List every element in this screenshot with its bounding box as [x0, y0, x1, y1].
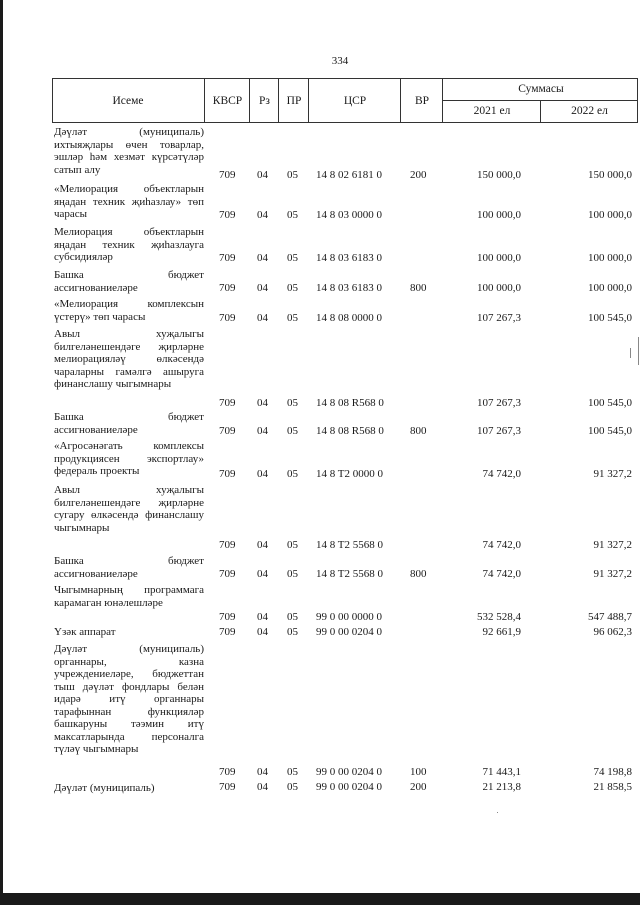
table-row-vr: 200 — [410, 781, 427, 793]
table-row-name: Дәүләт (муниципаль) — [54, 782, 155, 794]
table-row-csr: 14 8 T2 5568 0 — [316, 568, 384, 580]
col-kvsr-header: КВСР — [204, 78, 250, 123]
table-row-sum-2021: 74 742,0 — [482, 539, 521, 551]
table-row-kvsr: 709 — [219, 252, 236, 264]
table-row-name: Үзәк аппарат — [54, 626, 116, 638]
table-row-pr: 05 — [287, 539, 298, 551]
table-row-csr: 14 8 08 0000 0 — [316, 312, 382, 324]
table-row-sum-2022: 100 545,0 — [588, 397, 632, 409]
table-row-pr: 05 — [287, 766, 298, 778]
scan-speck — [497, 812, 498, 813]
table-row-sum-2021: 100 000,0 — [477, 252, 521, 264]
table-row-csr: 99 0 00 0204 0 — [316, 781, 382, 793]
table-row-vr: 800 — [410, 282, 427, 294]
col-rz-header: Рз — [249, 78, 279, 123]
table-row-sum-2021: 21 213,8 — [482, 781, 521, 793]
table-row-sum-2021: 100 000,0 — [477, 282, 521, 294]
table-row-sum-2022: 100 000,0 — [588, 282, 632, 294]
table-row-kvsr: 709 — [219, 468, 236, 480]
table-row-name: Мелиорация объектларын яңадан техник җиһазлауга субсидияләр — [54, 226, 204, 263]
table-row-vr: 100 — [410, 766, 427, 778]
table-row-name: Башка бюджет ассигнованиеләре — [54, 411, 204, 436]
table-row-csr: 14 8 08 R568 0 — [316, 425, 384, 437]
table-header — [52, 78, 638, 123]
table-row-sum-2022: 91 327,2 — [593, 468, 632, 480]
table-row-pr: 05 — [287, 468, 298, 480]
table-row-pr: 05 — [287, 252, 298, 264]
table-row-sum-2021: 150 000,0 — [477, 169, 521, 181]
table-row-kvsr: 709 — [219, 611, 236, 623]
table-row-pr: 05 — [287, 611, 298, 623]
col-csr-header: ЦСР — [308, 78, 401, 123]
col-sums-header: Суммасы — [442, 78, 639, 100]
scan-left-edge — [0, 0, 3, 905]
table-row-vr: 200 — [410, 169, 427, 181]
table-row-name: Башка бюджет ассигнованиеләре — [54, 555, 204, 580]
table-row-sum-2022: 21 858,5 — [593, 781, 632, 793]
table-row-rz: 04 — [257, 397, 268, 409]
table-row-name: Дәүләт (муниципаль) органнары, казна учреждениеләре, бюджеттан тыш дәүләт фондлары белән идарә итү органнары тарафыннан функцияләр башкаруны тәэмин итү максатларында персоналга түләү чыгымнары — [54, 643, 204, 755]
table-row-pr: 05 — [287, 626, 298, 638]
table-row-name: «Мелиорация комплексын үстерү» төп чарасы — [54, 298, 204, 323]
table-row-rz: 04 — [257, 781, 268, 793]
table-row-pr: 05 — [287, 425, 298, 437]
table-row-csr: 14 8 02 6181 0 — [316, 169, 382, 181]
table-row-name: Авыл хуҗалыгы билгеләнешендәге җирләрне мелиорацияләү өлкәсендә чараларны гамәлгә ашыруга финанслашу чыгымнары — [54, 328, 204, 390]
table-row-name: «Агросәнәгать комплексы продукциясен экспортлау» федераль проекты — [54, 440, 204, 477]
table-row-pr: 05 — [287, 209, 298, 221]
table-row-kvsr: 709 — [219, 312, 236, 324]
table-row-sum-2021: 74 742,0 — [482, 568, 521, 580]
table-row-sum-2022: 100 545,0 — [588, 425, 632, 437]
table-row-kvsr: 709 — [219, 766, 236, 778]
table-row-csr: 99 0 00 0000 0 — [316, 611, 382, 623]
table-row-pr: 05 — [287, 781, 298, 793]
table-row-sum-2021: 92 661,9 — [482, 626, 521, 638]
table-row-name: Дәүләт (муниципаль) ихтыяҗлары өчен товарлар, эшләр һәм хезмәт күрсәтүләр сатып алу — [54, 126, 204, 176]
table-row-csr: 14 8 03 6183 0 — [316, 252, 382, 264]
table-row-csr: 14 8 T2 5568 0 — [316, 539, 384, 551]
table-row-sum-2021: 74 742,0 — [482, 468, 521, 480]
table-row-rz: 04 — [257, 539, 268, 551]
table-row-csr: 14 8 T2 0000 0 — [316, 468, 384, 480]
table-row-csr: 14 8 08 R568 0 — [316, 397, 384, 409]
table-row-rz: 04 — [257, 169, 268, 181]
table-row-kvsr: 709 — [219, 568, 236, 580]
table-row-name: «Мелиорация объектларын яңадан техник җиһазлау» төп чарасы — [54, 183, 204, 220]
table-row-sum-2022: 100 545,0 — [588, 312, 632, 324]
col-vr-header: ВР — [400, 78, 443, 123]
table-row-vr: 800 — [410, 568, 427, 580]
table-row-rz: 04 — [257, 425, 268, 437]
table-row-rz: 04 — [257, 312, 268, 324]
table-row-pr: 05 — [287, 169, 298, 181]
table-row-rz: 04 — [257, 252, 268, 264]
table-row-rz: 04 — [257, 282, 268, 294]
table-row-sum-2021: 532 528,4 — [477, 611, 521, 623]
table-row-sum-2022: 91 327,2 — [593, 539, 632, 551]
table-row-csr: 14 8 03 0000 0 — [316, 209, 382, 221]
table-row-rz: 04 — [257, 209, 268, 221]
table-row-vr: 800 — [410, 425, 427, 437]
table-row-sum-2022: 96 062,3 — [593, 626, 632, 638]
table-row-sum-2021: 107 267,3 — [477, 397, 521, 409]
table-row-kvsr: 709 — [219, 425, 236, 437]
table-row-kvsr: 709 — [219, 282, 236, 294]
table-row-pr: 05 — [287, 568, 298, 580]
table-row-rz: 04 — [257, 611, 268, 623]
scan-speck — [638, 337, 639, 365]
table-row-csr: 14 8 03 6183 0 — [316, 282, 382, 294]
table-row-pr: 05 — [287, 282, 298, 294]
table-row-sum-2022: 547 488,7 — [588, 611, 632, 623]
table-row-kvsr: 709 — [219, 539, 236, 551]
col-2021-header: 2021 ел — [442, 100, 541, 122]
table-row-kvsr: 709 — [219, 626, 236, 638]
table-row-sum-2021: 107 267,3 — [477, 425, 521, 437]
table-row-name: Башка бюджет ассигнованиеләре — [54, 269, 204, 294]
table-row-sum-2022: 91 327,2 — [593, 568, 632, 580]
table-row-sum-2021: 100 000,0 — [477, 209, 521, 221]
scan-bottom-edge — [0, 893, 640, 905]
table-row-sum-2022: 100 000,0 — [588, 209, 632, 221]
table-row-sum-2021: 107 267,3 — [477, 312, 521, 324]
table-row-pr: 05 — [287, 312, 298, 324]
table-row-csr: 99 0 00 0204 0 — [316, 626, 382, 638]
table-row-kvsr: 709 — [219, 397, 236, 409]
table-row-csr: 99 0 00 0204 0 — [316, 766, 382, 778]
table-row-sum-2021: 71 443,1 — [482, 766, 521, 778]
table-row-pr: 05 — [287, 397, 298, 409]
col-pr-header: ПР — [278, 78, 309, 123]
table-row-sum-2022: 74 198,8 — [593, 766, 632, 778]
table-row-rz: 04 — [257, 568, 268, 580]
table-row-name: Чыгымнарның программага карамаган юнәлешләре — [54, 584, 204, 609]
table-row-sum-2022: 100 000,0 — [588, 252, 632, 264]
table-row-rz: 04 — [257, 468, 268, 480]
table-row-sum-2022: 150 000,0 — [588, 169, 632, 181]
page-number: 334 — [331, 55, 349, 67]
table-row-kvsr: 709 — [219, 209, 236, 221]
table-row-rz: 04 — [257, 766, 268, 778]
col-2022-header: 2022 ел — [540, 100, 638, 122]
table-row-kvsr: 709 — [219, 169, 236, 181]
table-row-kvsr: 709 — [219, 781, 236, 793]
col-name-header: Исеме — [112, 94, 144, 107]
table-row-name: Авыл хуҗалыгы билгеләнешендәге җирләрне сугару өлкәсендә финанслашу чыгымнары — [54, 484, 204, 534]
scan-speck — [630, 348, 631, 358]
table-row-rz: 04 — [257, 626, 268, 638]
